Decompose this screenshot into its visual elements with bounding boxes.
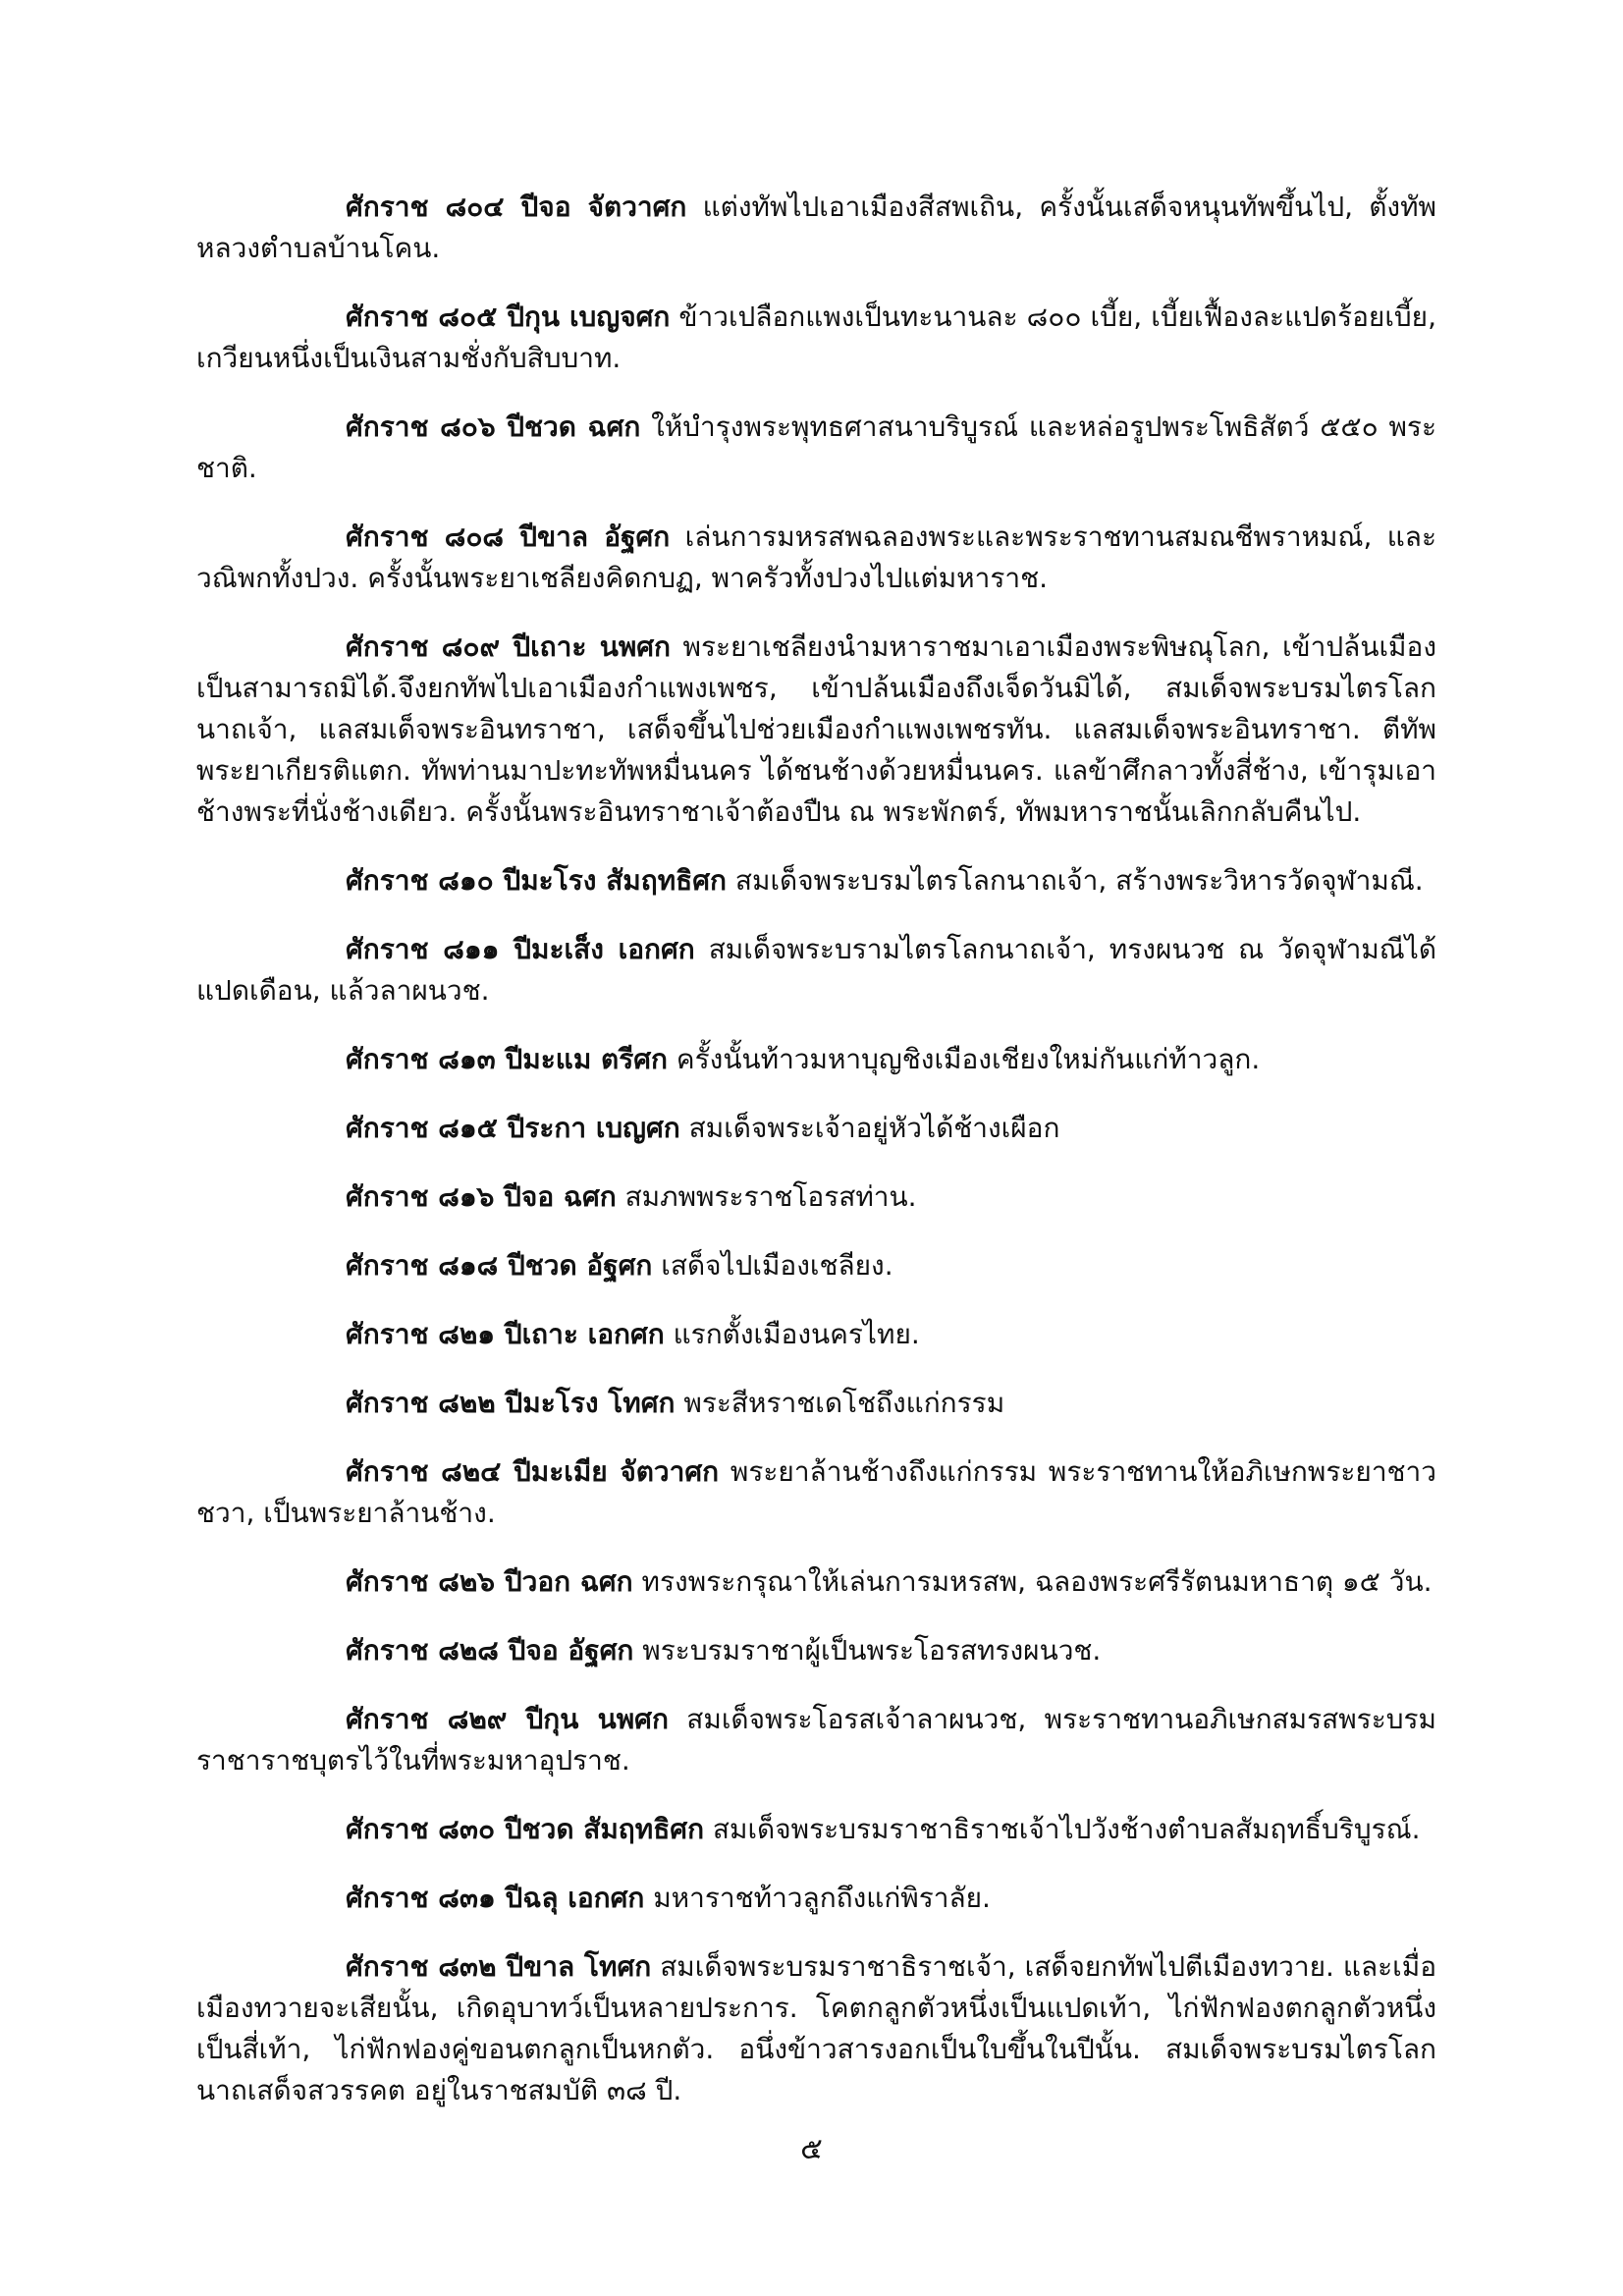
entry-body: แต่งทัพไปเอาเมืองสีสพเถิน, ครั้งนั้นเสด็จหนุนทัพขึ้นไป, ตั้งทัพหลวงตำบลบ้านโคน.	[196, 191, 1436, 264]
entry-body: สมภพพระราชโอรสท่าน.	[616, 1180, 917, 1213]
entry-heading: ศักราช ๘๑๖ ปีจอ ฉศก	[346, 1180, 617, 1213]
entry-heading: ศักราช ๘๐๕ ปีกุน เบญจศก	[346, 301, 671, 333]
entry-809	[196, 627, 1436, 833]
entry-805	[196, 297, 1436, 379]
entry-818	[196, 1245, 1436, 1286]
entry-806	[196, 407, 1436, 489]
entry-heading: ศักราช ๘๐๘ ปีขาล อัฐศก	[346, 520, 671, 553]
entry-824	[196, 1451, 1436, 1534]
entry-832	[196, 1946, 1436, 2111]
entry-body: ครั้งนั้นท้าวมหาบุญชิงเมืองเชียงใหม่กันแก่ท้าวลูก.	[667, 1043, 1261, 1075]
entry-815	[196, 1108, 1436, 1149]
entry-822	[196, 1383, 1436, 1424]
entry-body: พระยาเชลียงนำมหาราชมาเอาเมืองพระพิษณุโลก, เข้าปล้นเมืองเป็นสามารถมิได้.จึงยกทัพไปเอาเมืองกำแพงเพชร, เข้าปล้นเมืองถึงเจ็ดวันมิได้, สมเด็จพระบรมไตรโลกนาถเจ้า, แลสมเด็จพระอินทราชา, เสด็จขึ้นไปช่วยเมืองกำแพงเพชรทัน. แลสมเด็จพระอินทราชา. ตีทัพพระยาเกียรติแตก. ทัพท่านมาปะทะทัพหมื่นนคร ได้ชนช้างด้วยหมื่นนคร. แลข้าศึกลาวทั้งสี่ช้าง, เข้ารุมเอาช้างพระที่นั่งช้างเดียว. ครั้งนั้นพระอินทราชาเจ้าต้องปืน ณ พระพักตร์, ทัพมหาราชนั้นเลิกกลับคืนไป.	[196, 630, 1436, 828]
entry-813	[196, 1039, 1436, 1080]
entry-heading: ศักราช ๘๒๖ ปีวอก ฉศก	[346, 1565, 633, 1598]
entry-body: ทรงพระกรุณาให้เล่นการมหรสพ, ฉลองพระศรีรัตนมหาธาตุ ๑๕ วัน.	[632, 1565, 1433, 1598]
entry-heading: ศักราช ๘๒๑ ปีเถาะ เอกศก	[346, 1318, 665, 1350]
entry-heading: ศักราช ๘๐๖ ปีชวด ฉศก	[346, 410, 641, 443]
entry-heading: ศักราช ๘๒๒ ปีมะโรง โทศก	[346, 1387, 676, 1419]
entry-heading: ศักราช ๘๐๔ ปีจอ จัตวาศก	[346, 191, 687, 223]
entry-body: สมเด็จพระบรมไตรโลกนาถเจ้า, สร้างพระวิหารวัดจุฬามณี.	[727, 864, 1424, 897]
entry-811	[196, 929, 1436, 1011]
entry-826	[196, 1561, 1436, 1603]
entry-body: สมเด็จพระโอรสเจ้าลาผนวช, พระราชทานอภิเษกสมรสพระบรมราชาราชบุตรไว้ในที่พระมหาอุปราช.	[196, 1703, 1437, 1777]
entry-808	[196, 517, 1436, 599]
chronicle-text	[196, 187, 1436, 2139]
entry-body: ให้บำรุงพระพุทธศาสนาบริบูรณ์ และหล่อรูปพระโพธิสัตว์ ๕๕๐ พระชาติ.	[196, 410, 1437, 484]
entry-body: แรกตั้งเมืองนครไทย.	[664, 1318, 920, 1350]
entry-body: สมเด็จพระเจ้าอยู่หัวได้ช้างเผือก	[679, 1112, 1060, 1144]
entry-body: พระยาล้านช้างถึงแก่กรรม พระราชทานให้อภิเษกพระยาชาวชวา, เป็นพระยาล้านช้าง.	[196, 1455, 1436, 1529]
entry-body: สมเด็จพระบรมราชาธิราชเจ้าไปวังช้างตำบลสัมฤทธิ์บริบูรณ์.	[704, 1813, 1421, 1845]
entry-816	[196, 1176, 1436, 1218]
entry-body: เล่นการมหรสพฉลองพระและพระราชทานสมณชีพราหมณ์, และวณิพกทั้งปวง. ครั้งนั้นพระยาเชลียงคิดกบฏ, พาครัวทั้งปวงไปแต่มหาราช.	[196, 520, 1436, 594]
entry-body: พระสีหราชเดโชถึงแก่กรรม	[675, 1387, 1005, 1419]
entry-body: สมเด็จพระบรามไตรโลกนาถเจ้า, ทรงผนวช ณ วัดจุฬามณีได้แปดเดือน, แล้วลาผนวช.	[196, 933, 1436, 1007]
entry-heading: ศักราช ๘๑๓ ปีมะแม ตรีศก	[346, 1043, 668, 1075]
entry-heading: ศักราช ๘๑๐ ปีมะโรง สัมฤทธิศก	[346, 864, 727, 897]
page-number: ๕	[800, 2132, 823, 2166]
entry-heading: ศักราช ๘๒๙ ปีกุน นพศก	[346, 1703, 669, 1735]
entry-body: มหาราชท้าวลูกถึงแก่พิราลัย.	[644, 1882, 991, 1914]
entry-heading: ศักราช ๘๓๑ ปีฉลุ เอกศก	[346, 1882, 645, 1914]
entry-831	[196, 1878, 1436, 1919]
entry-heading: ศักราช ๘๒๔ ปีมะเมีย จัตวาศก	[346, 1455, 720, 1488]
entry-heading: ศักราช ๘๓๐ ปีชวด สัมฤทธิศก	[346, 1813, 705, 1845]
entry-830	[196, 1809, 1436, 1850]
entry-body: พระบรมราชาผู้เป็นพระโอรสทรงผนวช.	[633, 1634, 1102, 1667]
entry-body: ข้าวเปลือกแพงเป็นทะนานละ ๘๐๐ เบี้ย, เบี้ยเฟื้องละแปดร้อยเบี้ย, เกวียนหนึ่งเป็นเงินสามชั่งกับสิบบาท.	[196, 301, 1436, 374]
entry-821	[196, 1314, 1436, 1355]
entry-heading: ศักราช ๘๓๒ ปีขาล โทศก	[346, 1950, 652, 1983]
entry-810	[196, 860, 1436, 902]
entry-804	[196, 187, 1436, 269]
entry-body: เสด็จไปเมืองเชลียง.	[652, 1249, 893, 1282]
entry-heading: ศักราช ๘๑๕ ปีระกา เบญศก	[346, 1112, 680, 1144]
entry-829	[196, 1699, 1436, 1781]
entry-828	[196, 1630, 1436, 1671]
entry-heading: ศักราช ๘๐๙ ปีเถาะ นพศก	[346, 630, 672, 663]
entry-body: สมเด็จพระบรมราชาธิราชเจ้า, เสด็จยกทัพไปตีเมืองทวาย. และเมื่อเมืองทวายจะเสียนั้น, เกิดอุบาทว์เป็นหลายประการ. โคตกลูกตัวหนึ่งเป็นแปดเท้า, ไก่ฟักฟองตกลูกตัวหนึ่งเป็นสี่เท้า, ไก่ฟักฟองคู่ขอนตกลูกเป็นหกตัว. อนึ่งข้าวสารงอกเป็นใบขึ้นในปีนั้น. สมเด็จพระบรมไตรโลกนาถเสด็จสวรรคต อยู่ในราชสมบัติ ๓๘ ปี.	[196, 1950, 1437, 2106]
entry-heading: ศักราช ๘๒๘ ปีจอ อัฐศก	[346, 1634, 634, 1667]
entry-heading: ศักราช ๘๑๘ ปีชวด อัฐศก	[346, 1249, 653, 1282]
entry-heading: ศักราช ๘๑๑ ปีมะเส็ง เอกศก	[346, 933, 695, 965]
